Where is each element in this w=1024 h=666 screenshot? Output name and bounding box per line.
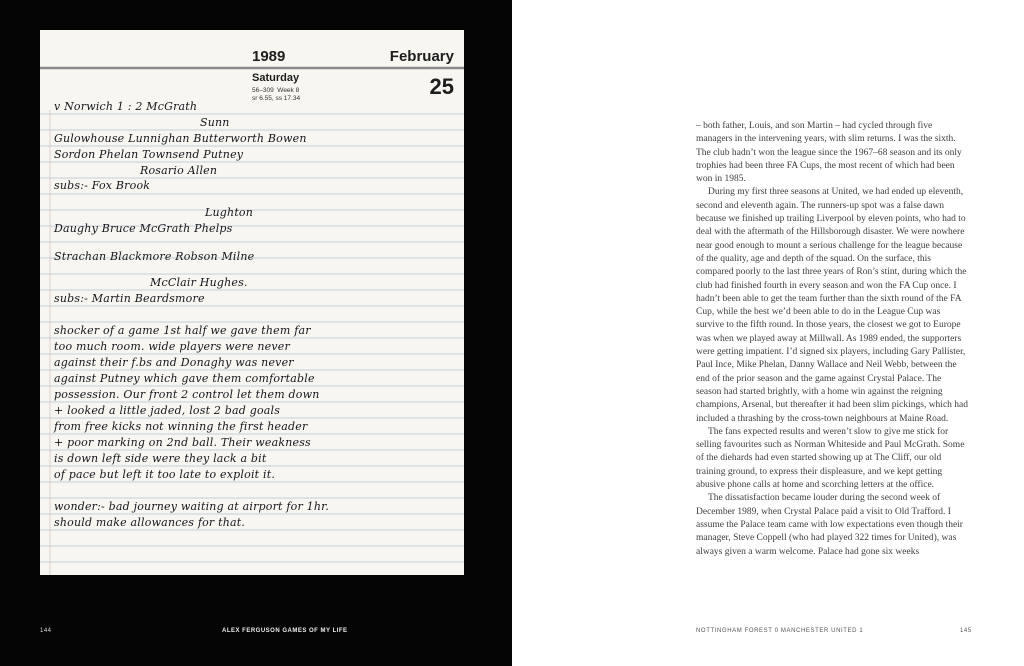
diary-date: 25 xyxy=(429,74,454,99)
handwritten-line: Daughy Bruce McGrath Phelps xyxy=(54,222,233,235)
running-title-left: ALEX FERGUSON GAMES OF MY LIFE xyxy=(222,628,348,634)
page-number-right: 145 xyxy=(960,628,972,634)
diary-month: February xyxy=(389,48,454,65)
handwritten-line: + looked a little jaded, lost 2 bad goals xyxy=(54,404,281,417)
diary-day-meta: 56–309 Week 8 sr 6.55, ss 17.34 xyxy=(252,87,301,102)
paragraph: The dissatisfaction became louder during the second week of December 1989, when Crystal Palace paid a visit to Old Trafford. I assume the Palace team came with low expectations even though their manager, Steve Coppell (who had played 322 times for United), was always given a warm welcome. Palace had gone six weeks xyxy=(696,493,963,557)
handwritten-line: Strachan Blackmore Robson Milne xyxy=(54,250,255,263)
handwritten-line: Sordon Phelan Townsend Putney xyxy=(54,148,244,161)
handwritten-line: should make allowances for that. xyxy=(54,516,246,529)
handwritten-line: possession. Our front 2 control let them down xyxy=(54,388,320,401)
handwritten-line: v Norwich 1 : 2 McGrath xyxy=(54,100,198,113)
handwritten-line: from free kicks not winning the first header xyxy=(54,420,308,433)
handwritten-line: Rosario Allen xyxy=(140,164,218,177)
handwritten-line: Gulowhouse Lunnighan Butterworth Bowen xyxy=(54,132,307,145)
handwritten-line: subs:- Fox Brook xyxy=(54,179,151,192)
handwritten-line: + poor marking on 2nd ball. Their weakness xyxy=(54,436,311,449)
handwritten-line: McClair Hughes. xyxy=(150,276,248,289)
diary-day-name: Saturday xyxy=(252,72,300,84)
body-text xyxy=(696,120,968,559)
diary-page-photo xyxy=(40,30,464,575)
paragraph: – both father, Louis, and son Martin – had cycled through five managers in the intervening years, with slim returns. I was the sixth. The club hadn’t won the league since the 1967–68 season and its only trophies had been three FA Cups, the most recent of which had been won in 1985. xyxy=(696,121,962,185)
handwritten-line: against their f.bs and Donaghy was never xyxy=(54,356,294,369)
paragraph: The fans expected results and weren’t slow to give me stick for selling favourites such as Norman Whiteside and Paul McGrath. Some of the diehards had even started showing up at The Cliff, our old training ground, to express their displeasure, and we kept getting abusive phone calls at home and scorching letters at the office. xyxy=(696,426,965,491)
right-page xyxy=(512,0,1024,666)
handwritten-line: too much room. wide players were never xyxy=(54,340,290,353)
page-number-left: 144 xyxy=(40,628,52,634)
handwritten-line: subs:- Martin Beardsmore xyxy=(54,292,205,305)
handwritten-line: of pace but left it too late to exploit it. xyxy=(54,468,276,481)
diary-year: 1989 xyxy=(252,48,286,65)
handwritten-line: against Putney which gave them comfortable xyxy=(54,372,315,385)
handwritten-line: Sunn xyxy=(200,116,230,129)
running-title-right: NOTTINGHAM FOREST 0 MANCHESTER UNITED 1 xyxy=(696,628,864,634)
handwritten-line: shocker of a game 1st half we gave them far xyxy=(54,324,311,337)
handwritten-line: Lughton xyxy=(205,206,254,219)
paragraph: During my first three seasons at United, we had ended up eleventh, second and eleventh again. The runners-up spot was a false dawn because we finished up trailing Liverpool by eleven points, who had to deal with the aftermath of the Hillsborough disaster. We were nowhere near good enough to mount a serious challenge for the league because of the quality, age and depth of the squad. On the surface, this compared poorly to the last three years of Ron’s stint, during which the club had finished fourth in every season and won the FA Cup once. I hadn’t been able to get the team further than the sixth round of the FA Cup, while the best we’d been able to do in the League Cup was survive to the fifth round. In those years, the closest we got to Europe was when we played away at Millwall. As 1989 ended, the supporters were getting impatient. I’d signed six players, including Gary Pallister, Paul Ince, Mike Phelan, Danny Wallace and Neil Webb, between the end of the prior season and the game against Crystal Palace. The season had started brightly, with a home win against the reigning champions, Arsenal, but thereafter it had been slim pickings, which had included a thrashing by the cross-town neighbours at Maine Road. xyxy=(696,187,968,424)
handwritten-line: is down left side were they lack a bit xyxy=(54,452,267,465)
handwritten-line: wonder:- bad journey waiting at airport for 1hr. xyxy=(54,500,330,513)
